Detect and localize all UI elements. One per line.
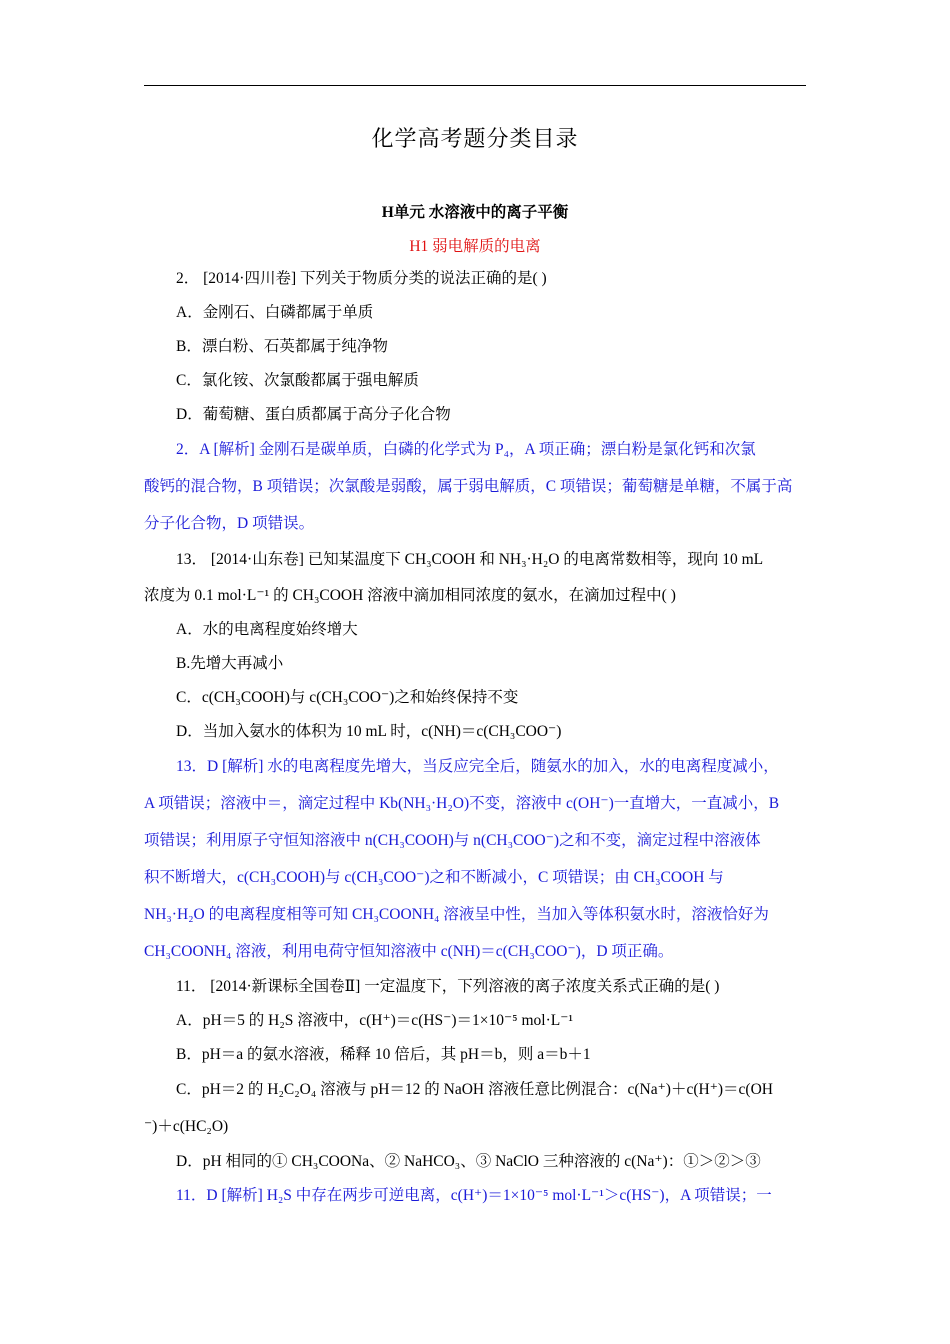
q2-option-d: D．葡萄糖、蛋白质都属于高分子化合物 (176, 406, 451, 423)
q11-stem: 11． [2014·新课标全国卷Ⅱ] 一定温度下，下列溶液的离子浓度关系式正确的是( ) (176, 978, 720, 995)
q2-answer-line: 2．A [解析] 金刚石是碳单质，白磷的化学式为 P₄，A 项正确；漂白粉是氯化钙和次氯 (176, 441, 756, 458)
q2-stem: 2． [2014·四川卷] 下列关于物质分类的说法正确的是( ) (176, 270, 547, 287)
q13-stem: 13． [2014·山东卷] 已知某温度下 CH₃COOH 和 NH₃·H₂O 的电离常数相等，现向 10 mL (176, 551, 764, 568)
header-rule (144, 85, 806, 86)
unit-heading: H单元 水溶液中的离子平衡 (381, 204, 569, 221)
q13-answer-line: 13．D [解析] 水的电离程度先增大，当反应完全后，随氨水的加入，水的电离程度减小， (176, 758, 779, 775)
document-title: 化学高考题分类目录 (371, 126, 579, 151)
q13-option-d: D．当加入氨水的体积为 10 mL 时，c(NH)＝c(CH₃COO⁻) (176, 723, 562, 740)
q2-answer-line: 分子化合物，D 项错误。 (144, 515, 315, 532)
q13-option-a: A．水的电离程度始终增大 (176, 621, 358, 638)
q2-answer-line: 酸钙的混合物，B 项错误；次氯酸是弱酸，属于弱电解质，C 项错误；葡萄糖是单糖，不属于高 (144, 478, 793, 495)
q11-option-a: A．pH＝5 的 H₂S 溶液中，c(H⁺)＝c(HS⁻)＝1×10⁻⁵ mol·L⁻¹ (176, 1012, 574, 1029)
q11-option-b: B．pH＝a 的氨水溶液，稀释 10 倍后，其 pH＝b，则 a＝b＋1 (176, 1046, 591, 1063)
q13-answer-line: 积不断增大，c(CH₃COOH)与 c(CH₃COO⁻)之和不断减小，C 项错误；由 CH₃COOH 与 (144, 869, 724, 886)
q13-stem: 浓度为 0.1 mol·L⁻¹ 的 CH₃COOH 溶液中滴加相同浓度的氨水，在滴加过程中( ) (144, 587, 676, 604)
q11-option-c: C．pH＝2 的 H₂C₂O₄ 溶液与 pH＝12 的 NaOH 溶液任意比例混合：c(Na⁺)＋c(H⁺)＝c(OH (176, 1081, 773, 1098)
q11-answer-line: 11．D [解析] H₂S 中存在两步可逆电离，c(H⁺)＝1×10⁻⁵ mol·L⁻¹＞c(HS⁻)，A 项错误；一 (176, 1187, 772, 1204)
q13-option-c: C．c(CH₃COOH)与 c(CH₃COO⁻)之和始终保持不变 (176, 689, 519, 706)
q13-answer-line: A 项错误；溶液中＝，滴定过程中 Kb(NH₃·H₂O)不变，溶液中 c(OH⁻)一直增大，一直减小，B (144, 795, 780, 812)
q2-option-c: C．氯化铵、次氯酸都属于强电解质 (176, 372, 419, 389)
q13-answer-line: NH₃·H₂O 的电离程度相等可知 CH₃COONH₄ 溶液呈中性，当加入等体积氨水时，溶液恰好为 (144, 906, 769, 923)
q11-option-c-cont: ⁻)＋c(HC₂O) (144, 1118, 229, 1135)
q2-option-a: A．金刚石、白磷都属于单质 (176, 304, 374, 321)
q13-option-b: B.先增大再减小 (176, 655, 284, 672)
section-heading: H1 弱电解质的电离 (409, 238, 541, 255)
q13-answer-line: 项错误；利用原子守恒知溶液中 n(CH₃COOH)与 n(CH₃COO⁻)之和不变，滴定过程中溶液体 (144, 832, 761, 849)
q11-option-d: D．pH 相同的① CH₃COONa、② NaHCO₃、③ NaClO 三种溶液的 c(Na⁺)：①＞②＞③ (176, 1153, 761, 1170)
q13-answer-line: CH₃COONH₄ 溶液，利用电荷守恒知溶液中 c(NH)＝c(CH₃COO⁻)，D 项正确。 (144, 943, 674, 960)
q2-option-b: B．漂白粉、石英都属于纯净物 (176, 338, 388, 355)
